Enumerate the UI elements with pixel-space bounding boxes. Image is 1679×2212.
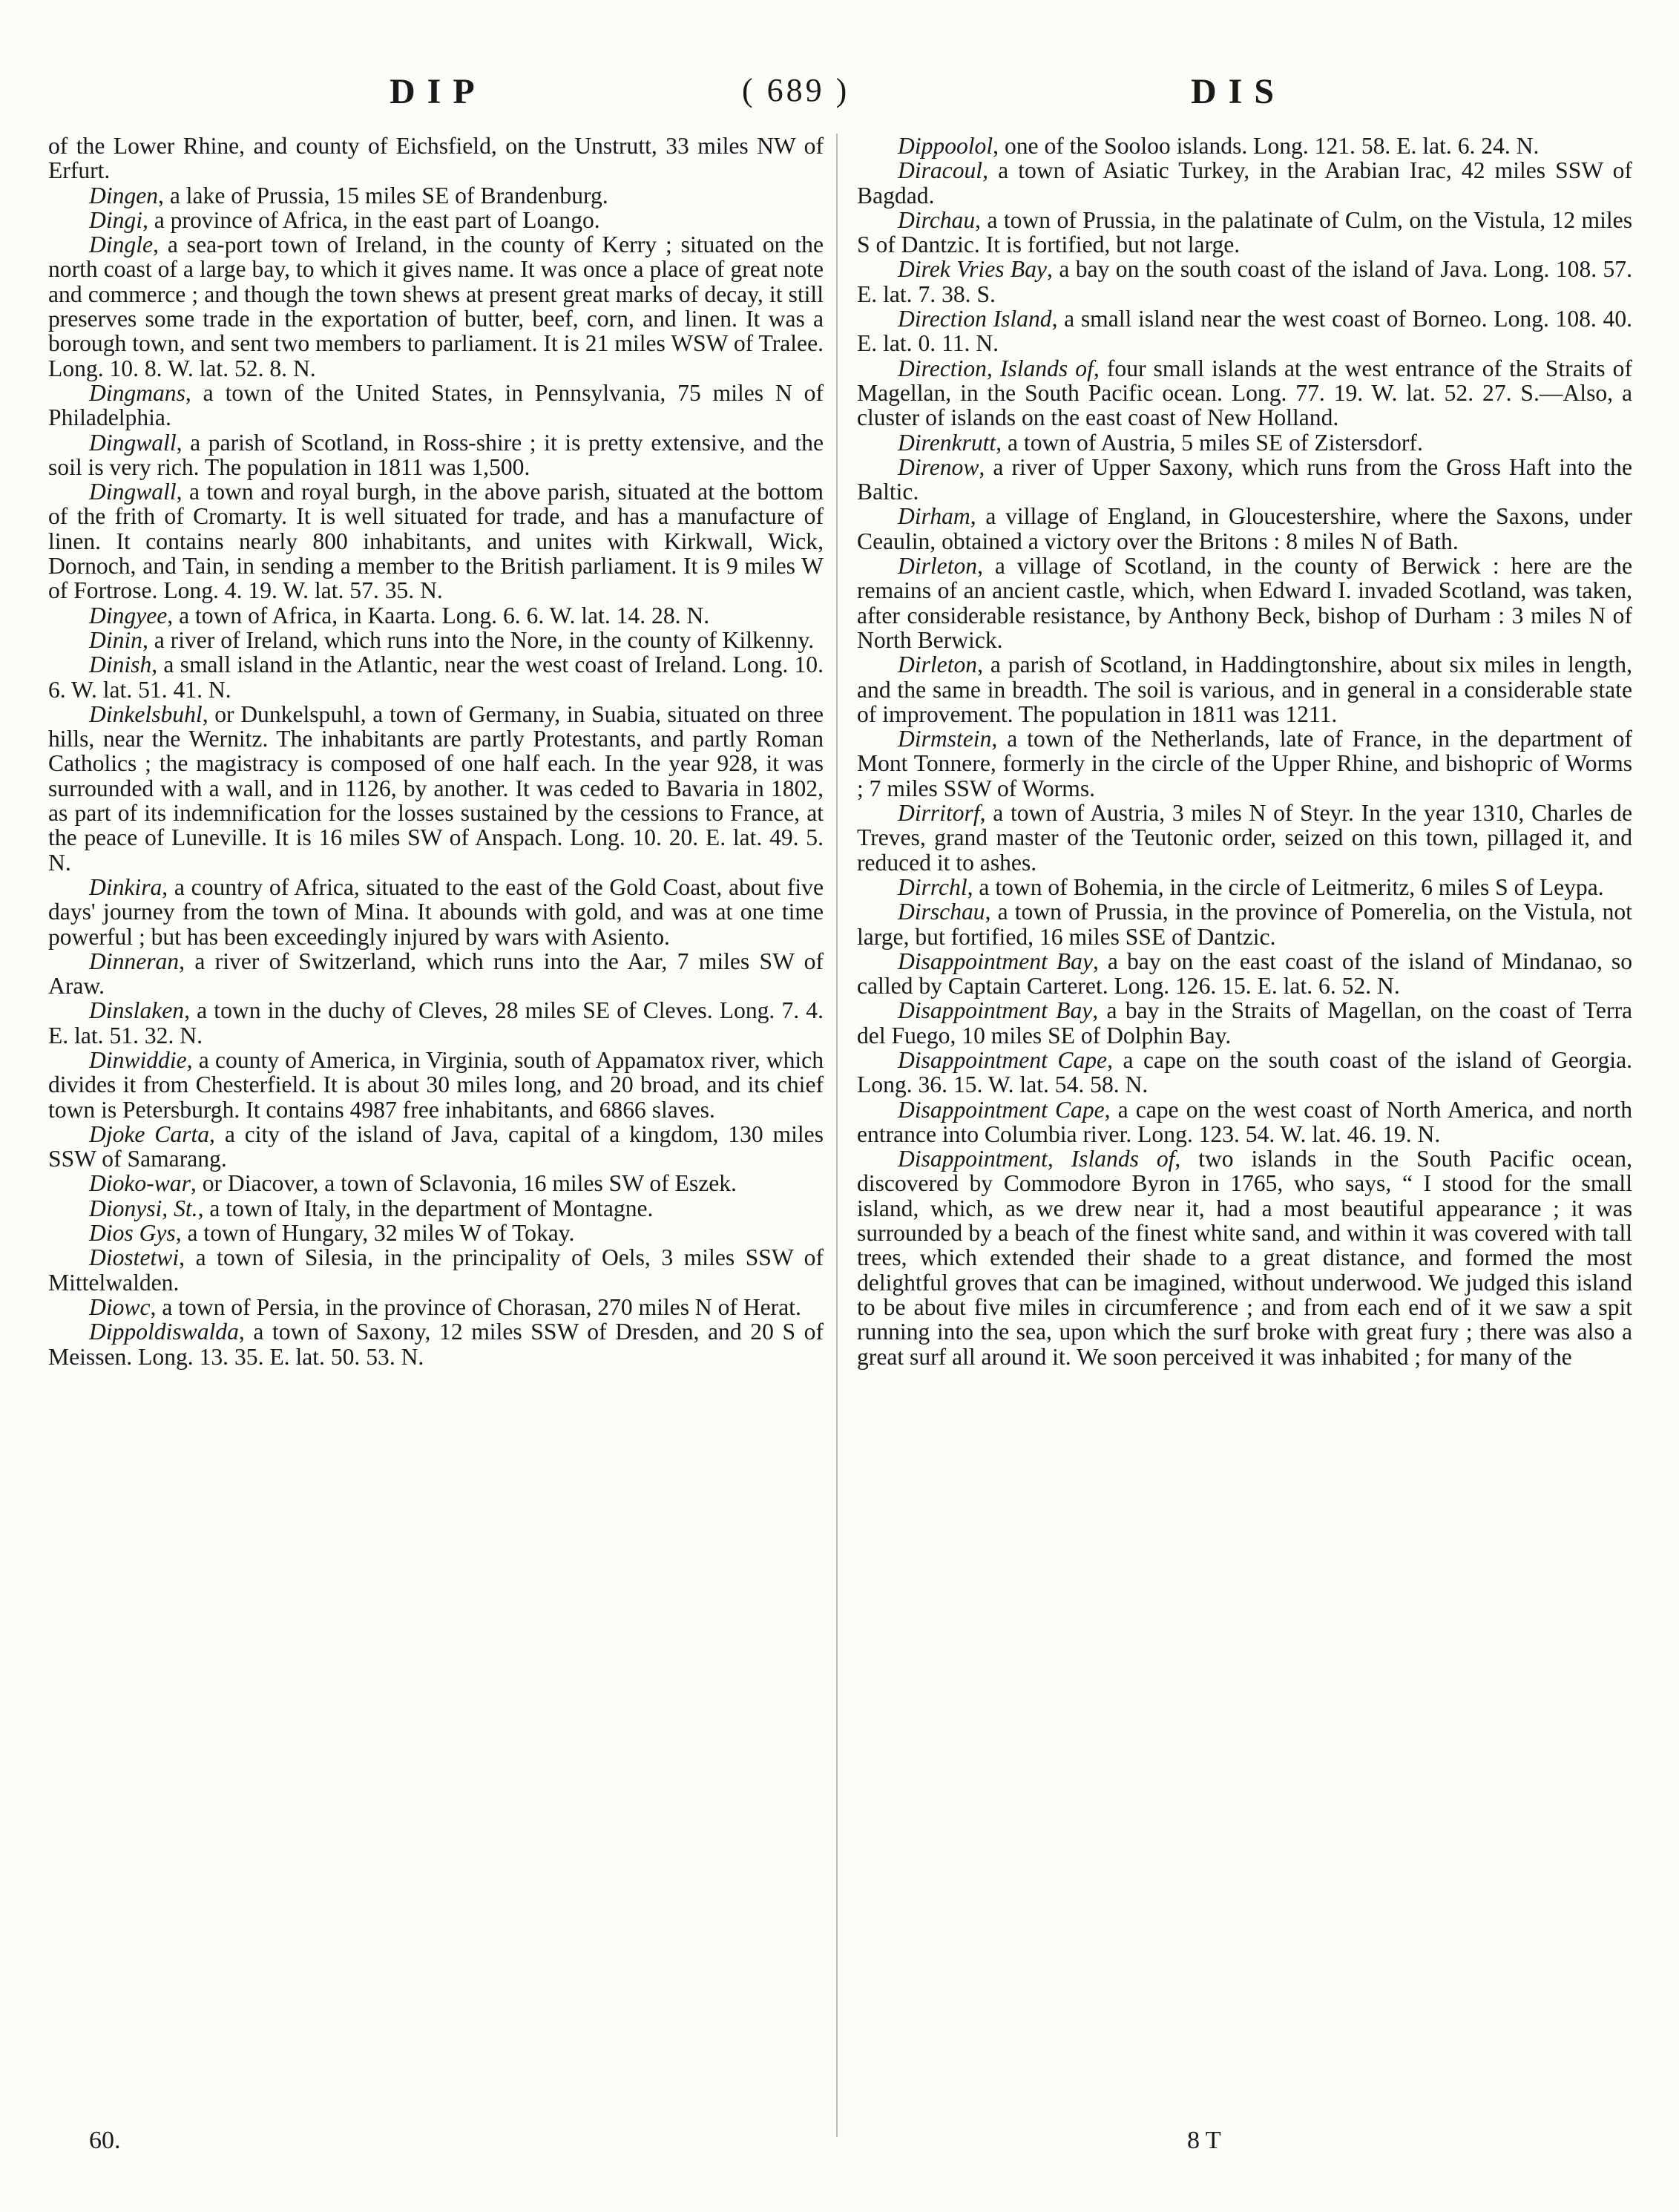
entry-headword: Dirleton: [898, 652, 978, 678]
gazetteer-entry: [857, 208, 1632, 257]
header-right: DIS: [1191, 72, 1287, 111]
entry-headword: Dinwiddie: [89, 1046, 187, 1073]
gazetteer-entry: [48, 430, 824, 480]
entry-text: , a small island near the west coast of Borneo. Long. 108. 40. E. lat. 0. 11. N.: [857, 306, 1632, 357]
entry-headword: Dinneran: [89, 948, 180, 974]
entry-headword: Dinslaken: [89, 997, 185, 1024]
entry-headword: Dirmstein: [898, 726, 992, 752]
entry-headword: Disappointment Cape: [898, 1046, 1108, 1073]
entry-text: , a lake of Prussia, 15 miles SE of Brandenburg.: [158, 182, 608, 209]
gazetteer-entry: [857, 726, 1632, 801]
entry-text: , a parish of Scotland, in Ross-shire ; it is pretty extensive, and the soil is very rich. The population in 1811 was 1,500.: [48, 429, 824, 480]
entry-text: , a sea-port town of Ireland, in the county of Kerry ; situated on the north coast of a large bay, to which it gives name. It was once a place of great note and commerce ; and though the town shews at present great marks of decay, it still preserves some trade in the exportation of butter, beef, corn, and linen. It was a borough town, and sent two members to parliament. It is 21 miles WSW of Tralee. Long. 10. 8. W. lat. 52. 8. N.: [48, 232, 824, 381]
gazetteer-entry: [857, 801, 1632, 875]
gazetteer-entry: [48, 1245, 824, 1295]
gazetteer-entry: [48, 875, 824, 949]
entry-text: , a town of Bohemia, in the circle of Leitmeritz, 6 miles S of Leypa.: [967, 873, 1604, 900]
entry-text: , a small island in the Atlantic, near the west coast of Ireland. Long. 10. 6. W. lat. 51. 41. N.: [48, 652, 824, 703]
entry-headword: Dingen: [89, 182, 159, 209]
gazetteer-entry: [857, 1097, 1632, 1147]
gazetteer-entry: [48, 1221, 824, 1245]
entry-headword: Dippoldiswalda: [89, 1319, 239, 1345]
entry-headword: Direnow: [898, 453, 979, 480]
entry-text: of the Lower Rhine, and county of Eichsfield, on the Unstrutt, 33 miles NW of Erfurt.: [48, 134, 824, 184]
gazetteer-entry: [857, 356, 1632, 430]
gazetteer-entry: [857, 134, 1632, 158]
entry-text: , a village of Scotland, in the county of Berwick : here are the remains of an ancient castle, which, when Edward I. invaded Scotland, was taken, after considerable resistance, by Anthony Beck, bishop of Durham : 3 miles N of North Berwick.: [857, 553, 1632, 653]
page-number: ( 689 ): [742, 72, 850, 108]
entry-text: , a cape on the south coast of the island of Georgia. Long. 36. 15. W. lat. 54. 58. N.: [857, 1046, 1632, 1098]
right-column: [857, 134, 1632, 2144]
entry-headword: Direk Vries Bay: [898, 256, 1048, 283]
column-divider: [836, 134, 838, 2137]
entry-text: , or Dunkelspuhl, a town of Germany, in Suabia, situated on three hills, near the Wernitz. The inhabitants are partly Protestants, and partly Roman Catholics ; the magistracy is composed of one half each. In the year 928, it was surrounded with a wall, and in 1126, by another. It was ceded to Bavaria in 1802, as part of its indemnification for the losses sustained by the cessions to France, at the peace of Luneville. It is 16 miles SW of Anspach. Long. 10. 20. E. lat. 49. 5. N.: [48, 700, 824, 876]
entry-headword: Dirchau: [898, 206, 976, 233]
entry-headword: Dirschau: [898, 899, 985, 925]
entry-text: , a town of the Netherlands, late of France, in the department of Mont Tonnere, formerly in the circle of the Upper Rhine, and bishopric of Worms ; 7 miles SSW of Worms.: [857, 726, 1632, 801]
entry-headword: Dingwall: [89, 429, 177, 456]
gazetteer-entry: [48, 1122, 824, 1172]
signature-mark-right: 8 T: [1187, 2127, 1221, 2154]
entry-text: , a bay in the Straits of Magellan, on the coast of Terra del Fuego, 10 miles SE of Dolphin Bay.: [857, 997, 1632, 1048]
gazetteer-entry: [48, 1196, 824, 1221]
entry-text: , a province of Africa, in the east part of Loango.: [142, 206, 600, 233]
gazetteer-entry: [48, 183, 824, 208]
signature-mark-left: 60.: [89, 2127, 121, 2154]
gazetteer-entry: [48, 628, 824, 652]
entry-text: , a bay on the east coast of the island of Mindanao, so called by Captain Carteret. Long. 126. 15. E. lat. 6. 52. N.: [857, 948, 1632, 1000]
entry-headword: Dippoolol: [898, 134, 993, 159]
entry-headword: Dingle: [89, 232, 153, 258]
gazetteer-entry: [857, 1048, 1632, 1097]
gazetteer-entry: [857, 875, 1632, 899]
entry-text: , one of the Sooloo islands. Long. 121. 58. E. lat. 6. 24. N.: [993, 134, 1540, 159]
gazetteer-entry: [48, 381, 824, 430]
entry-headword: Dinin: [89, 626, 142, 653]
entry-headword: Direction Island: [898, 306, 1052, 332]
header-left: DIP: [390, 72, 487, 111]
gazetteer-entry: [857, 257, 1632, 306]
gazetteer-entry: [857, 430, 1632, 455]
gazetteer-entry: [48, 603, 824, 628]
gazetteer-entry: [48, 1048, 824, 1122]
entry-text: , a town of Saxony, 12 miles SSW of Dresden, and 20 S of Meissen. Long. 13. 35. E. lat. 50. 53. N.: [48, 1319, 824, 1370]
entry-headword: Disappointment Bay: [898, 997, 1093, 1024]
gazetteer-entry: [857, 998, 1632, 1048]
entry-headword: Dinkelsbuhl: [89, 700, 203, 727]
entry-headword: Dingi: [89, 206, 142, 233]
entry-headword: Disappointment Cape: [898, 1096, 1105, 1123]
gazetteer-entry: [48, 208, 824, 232]
entry-text: , a town of Austria, 3 miles N of Steyr. In the year 1310, Charles de Treves, grand master of the Teutonic order, seized on this town, pillaged it, and reduced it to ashes.: [857, 800, 1632, 876]
entry-headword: Djoke Carta: [89, 1120, 210, 1147]
entry-headword: Disappointment Bay: [898, 948, 1093, 974]
gazetteer-entry: [48, 652, 824, 702]
entry-text: , a river of Switzerland, which runs into the Aar, 7 miles SW of Araw.: [48, 948, 824, 1000]
entry-text: , a city of the island of Java, capital of a kingdom, 130 miles SSW of Samarang.: [48, 1120, 824, 1172]
entry-text: , a town of Asiatic Turkey, in the Arabian Irac, 42 miles SSW of Bagdad.: [857, 157, 1632, 209]
entry-text: , a town of Hungary, 32 miles W of Tokay.: [175, 1220, 575, 1247]
gazetteer-entry: [857, 455, 1632, 505]
entry-headword: Dionysi, St.: [89, 1195, 198, 1221]
entry-headword: Dirrchl: [898, 873, 967, 900]
entry-text: , a town of Italy, in the department of Montagne.: [197, 1195, 654, 1221]
gazetteer-entry: [48, 134, 824, 183]
gazetteer-entry: [48, 232, 824, 381]
entry-headword: Dirham: [898, 503, 970, 530]
entry-text: , a town of Prussia, in the province of Pomerelia, on the Vistula, not large, but fortified, 16 miles SSE of Dantzic.: [857, 899, 1632, 950]
entry-text: , a town in the duchy of Cleves, 28 miles SE of Cleves. Long. 7. 4. E. lat. 51. 32. N.: [48, 997, 824, 1048]
gazetteer-entry: [857, 554, 1632, 652]
entry-headword: Dingwall: [89, 479, 177, 505]
entry-text: , a town and royal burgh, in the above parish, situated at the bottom of the frith of Cromarty. It is well situated for trade, and has a manufacture of linen. It contains nearly 800 inhabitants, and unites with Kirkwall, Wick, Dornoch, and Tain, in sending a member to the British parliament. It is 9 miles W of Fortrose. Long. 4. 19. W. lat. 57. 35. N.: [48, 479, 824, 604]
entry-text: , two islands in the South Pacific ocean, discovered by Commodore Byron in 1765, who says, “ I stood for the small island, which, as we drew near it, had a most beautiful appearance ; it was surrounded by a beach of the finest white sand, and within it was covered with tall trees, which extended their shade to a great distance, and formed the most delightful groves that can be imagined, without underwood. We judged this island to be about five miles in circumference ; and from each end of it we saw a spit running into the sea, upon which the surf broke with great fury ; there was also a great surf all around it. We soon perceived it was inhabited ; for many of the: [857, 1146, 1632, 1370]
entry-headword: Dingyee: [89, 602, 168, 629]
entry-headword: Dirleton: [898, 553, 978, 580]
gazetteer-entry: [48, 479, 824, 603]
entry-text: , a town of Africa, in Kaarta. Long. 6. 6. W. lat. 14. 28. N.: [167, 602, 710, 629]
entry-text: , a town of Austria, 5 miles SE of Zistersdorf.: [996, 429, 1423, 456]
entry-headword: Dingmans: [89, 379, 185, 406]
entry-headword: Dirritorf: [898, 800, 980, 827]
entry-text: , a river of Upper Saxony, which runs from the Gross Haft into the Baltic.: [857, 453, 1632, 505]
gazetteer-entry: [857, 1146, 1632, 1369]
gazetteer-entry: [857, 949, 1632, 999]
entry-headword: Direnkrutt: [898, 429, 996, 456]
entry-text: , a town of Prussia, in the palatinate of Culm, on the Vistula, 12 miles S of Dantzic. It is fortified, but not large.: [857, 206, 1632, 258]
entry-headword: Dios Gys: [89, 1220, 176, 1247]
entry-text: , a town of the United States, in Pennsylvania, 75 miles N of Philadelphia.: [48, 379, 824, 431]
entry-text: , a country of Africa, situated to the east of the Gold Coast, about five days' journey from the town of Mina. It abounds with gold, and was at one time powerful ; but has been exceedingly injured by wars with Asiento.: [48, 873, 824, 950]
gazetteer-entry: [48, 998, 824, 1048]
gazetteer-entry: [48, 1171, 824, 1195]
entry-text: , a bay on the south coast of the island of Java. Long. 108. 57. E. lat. 7. 38. S.: [857, 256, 1632, 307]
gazetteer-entry: [48, 1295, 824, 1319]
gazetteer-entry: [48, 1319, 824, 1369]
entry-headword: Diracoul: [898, 157, 983, 184]
gazetteer-entry: [48, 702, 824, 875]
entry-headword: Dinish: [89, 652, 152, 678]
entry-text: , or Diacover, a town of Sclavonia, 16 miles SW of Eszek.: [190, 1170, 737, 1197]
entry-headword: Diowc: [89, 1293, 151, 1320]
gazetteer-entry: [857, 504, 1632, 554]
entry-text: , a river of Ireland, which runs into the Nore, in the county of Kilkenny.: [142, 626, 815, 653]
running-header: [0, 71, 1679, 131]
entry-text: , a village of England, in Gloucestershire, where the Saxons, under Ceaulin, obtained a victory over the Britons : 8 miles N of Bath.: [857, 503, 1632, 554]
gazetteer-entry: [857, 306, 1632, 356]
entry-text: , a county of America, in Virginia, south of Appamatox river, which divides it from Chesterfield. It is about 30 miles long, and 20 broad, and its chief town is Petersburgh. It contains 4987 free inhabitants, and 6866 slaves.: [48, 1046, 824, 1123]
gazetteer-entry: [48, 949, 824, 999]
entry-text: , a town of Silesia, in the principality of Oels, 3 miles SSW of Mittelwalden.: [48, 1244, 824, 1296]
entry-headword: Disappointment, Islands of: [898, 1146, 1175, 1172]
left-column: [48, 134, 824, 2144]
entry-text: , a cape on the west coast of North America, and north entrance into Columbia river. Long. 123. 54. W. lat. 46. 19. N.: [857, 1096, 1632, 1147]
entry-headword: Dinkira: [89, 873, 162, 900]
entry-headword: Dioko-war: [89, 1170, 191, 1197]
entry-headword: Diostetwi: [89, 1244, 180, 1271]
gazetteer-entry: [857, 158, 1632, 208]
gazetteer-entry: [857, 652, 1632, 726]
entry-text: , four small islands at the west entrance of the Straits of Magellan, in the South Pacific ocean. Long. 77. 19. W. lat. 52. 27. S.—Also, a cluster of islands on the east coast of New Holland.: [857, 355, 1632, 431]
entry-headword: Direction, Islands of: [898, 355, 1094, 381]
entry-text: , a town of Persia, in the province of Chorasan, 270 miles N of Herat.: [150, 1293, 801, 1320]
entry-text: , a parish of Scotland, in Haddingtonshire, about six miles in length, and the same in breadth. The soil is various, and in general in a considerable state of improvement. The population in 1811 was 1211.: [857, 652, 1632, 727]
gazetteer-entry: [857, 899, 1632, 949]
